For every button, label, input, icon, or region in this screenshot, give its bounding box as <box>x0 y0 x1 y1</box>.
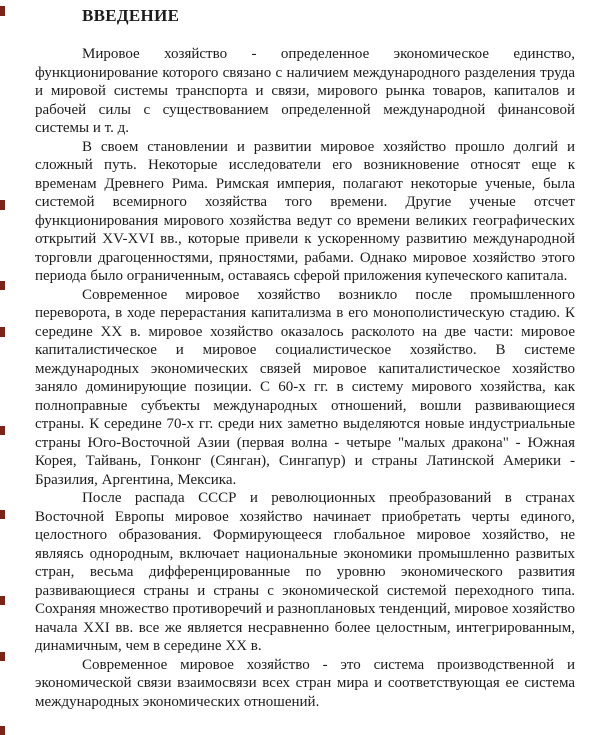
paragraph: После распада СССР и революционных преобразований в странах Восточной Европы мировое хозяйство начинает приобретать черты единого, целостного образования. Формирующееся глобальное мировое хозяйство, не являясь однородным, включает национальные экономики промышленно развитых стран, весьма дифференцированные по уровню экономического развития развивающиеся страны и страны с экономической системой переходного типа. Сохраняя множество противоречий и разноплановых тенденций, мировое хозяйство начала XXI вв. все же является несравненно более целостным, интегрированным, динамичным, чем в середине XX в. <box>35 490 575 654</box>
scan-edge-mark <box>0 327 5 337</box>
scan-edge-mark <box>0 426 5 435</box>
paragraph: В своем становлении и развитии мировое хозяйство прошло долгий и сложный путь. Некоторые исследователи его возникновение относят еще к временам Древнего Рима. Римская империя, полагают некоторые ученые, была системой всемирного хозяйства того времени. Другие ученые отсчет функционирования мирового хозяйства ведут со времени великих географических открытий XV-XVI вв., которые привели к ускоренному развитию международной торговли драгоценностями, пряностями, рабами. Однако мировое хозяйство этого периода было ограниченным, оставаясь сферой приложения купеческого капитала. <box>35 138 575 284</box>
paragraph: Мировое хозяйство - определенное экономическое единство, функционирование которого связано с наличием международного разделения труда и мировой системы транспорта и связи, мирового рынка товаров, капиталов и рабочей силы с существованием определенной международной финансовой системы и т. д. <box>35 46 575 136</box>
document-content <box>35 7 575 711</box>
scan-edge-mark <box>0 726 5 735</box>
scan-edge-mark <box>0 6 5 16</box>
document-body <box>35 45 575 711</box>
scan-edge-mark <box>0 596 5 605</box>
scan-edge-mark <box>0 510 5 519</box>
paragraph: Современное мировое хозяйство возникло после промышленного переворота, в ходе перерастания капитализма в его монополистическую стадию. К середине XX в. мировое хозяйство оказалось расколото на две части: мировое капиталистическое и мировое социалистическое хозяйство. В системе международных экономических связей мировое капиталистическое хозяйство заняло доминирующие позиции. С 60-х гг. в систему мирового хозяйства, как полноправные субъекты международных отношений, вошли развивающиеся страны. К середине 70-х гг. среди них заметно выделяются новые индустриальные страны Юго-Восточной Азии (первая волна - четыре "малых дракона" - Южная Корея, Тайвань, Гонконг (Сянган), Сингапур) и страны Латинской Америки - Бразилия, Аргентина, Мексика. <box>35 286 575 488</box>
page-title: ВВЕДЕНИЕ <box>82 6 180 25</box>
paragraph: Современное мировое хозяйство - это система производственной и экономической связи взаимосвязи всех стран мира и соответствующая ее система международных экономических отношений. <box>35 656 575 710</box>
scan-edge-mark <box>0 281 5 290</box>
scan-edge-mark <box>0 200 5 210</box>
scan-edge-mark <box>0 652 5 661</box>
